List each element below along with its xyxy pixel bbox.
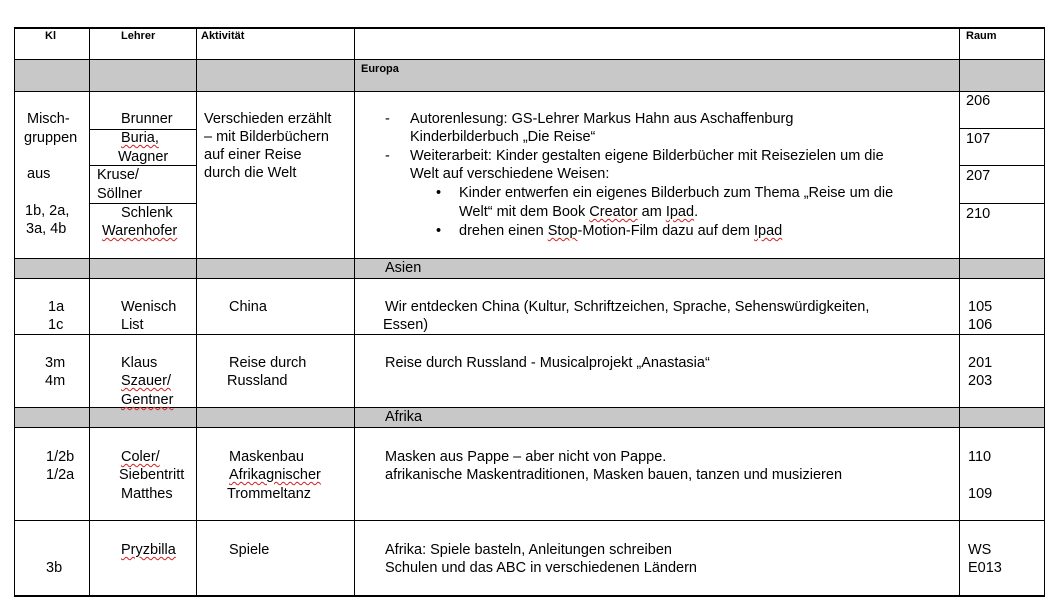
raum-210: 210 bbox=[966, 206, 991, 222]
masken-kl-1: 1/2b bbox=[46, 449, 75, 465]
europa-band bbox=[15, 60, 1045, 91]
bullet-marker: • bbox=[436, 185, 442, 201]
grid-line bbox=[959, 128, 1045, 129]
russland-kl-1: 3m bbox=[45, 355, 66, 371]
china-raum-1: 105 bbox=[968, 299, 993, 315]
china-kl-1: 1a bbox=[48, 299, 65, 315]
spiele-desc-1: Afrika: Spiele basteln, Anleitungen schreiben bbox=[385, 542, 672, 558]
header-aktivitaet: Aktivität bbox=[201, 30, 245, 42]
dash-marker: - bbox=[385, 111, 390, 127]
lehrer-warenhofer: Warenhofer bbox=[102, 223, 178, 239]
grid-line bbox=[14, 59, 1045, 60]
raum-206: 206 bbox=[966, 93, 991, 109]
grid-line bbox=[959, 27, 960, 597]
europa-desc-1b: Kinderbilderbuch „Die Reise“ bbox=[410, 129, 596, 145]
raum-207: 207 bbox=[966, 168, 991, 184]
china-aktivitaet: China bbox=[229, 299, 267, 315]
afrika-band bbox=[15, 408, 1045, 427]
lehrer-kruse: Kruse/ bbox=[97, 167, 139, 183]
russland-kl-2: 4m bbox=[45, 373, 66, 389]
asien-band bbox=[15, 259, 1045, 278]
europa-kl-4: 1b, 2a, bbox=[25, 203, 70, 219]
grid-line bbox=[14, 334, 1045, 335]
grid-line bbox=[14, 427, 1045, 428]
europa-aktivitaet-4: durch die Welt bbox=[204, 165, 297, 181]
europa-desc-2b: Welt auf verschiedene Weisen: bbox=[410, 166, 610, 182]
masken-lehrer-2: Siebentritt bbox=[119, 467, 185, 483]
dash-marker: - bbox=[385, 148, 390, 164]
europa-kl-2: gruppen bbox=[24, 130, 78, 146]
header-kl: Kl bbox=[45, 30, 56, 42]
russland-lehrer-1: Klaus bbox=[121, 355, 158, 371]
grid-line bbox=[14, 258, 1045, 259]
raum-107: 107 bbox=[966, 131, 991, 147]
grid-line bbox=[14, 27, 1045, 29]
grid-line bbox=[14, 520, 1045, 521]
masken-aktivitaet-3: Trommeltanz bbox=[227, 486, 312, 502]
lehrer-buria: Buria, bbox=[121, 130, 159, 146]
masken-aktivitaet-1: Maskenbau bbox=[229, 449, 304, 465]
china-desc-2: Essen) bbox=[383, 317, 429, 333]
masken-desc-1: Masken aus Pappe – aber nicht von Pappe. bbox=[385, 449, 667, 465]
china-lehrer-2: List bbox=[121, 317, 144, 333]
russland-lehrer-3: Gentner bbox=[121, 392, 174, 408]
grid-line bbox=[959, 165, 1045, 166]
china-kl-2: 1c bbox=[48, 317, 64, 333]
section-europa: Europa bbox=[361, 63, 399, 75]
russland-lehrer-2: Szauer/ bbox=[121, 373, 171, 389]
china-desc-1: Wir entdecken China (Kultur, Schriftzeichen, Sprache, Sehenswürdigkeiten, bbox=[385, 299, 870, 315]
russland-raum-1: 201 bbox=[968, 355, 993, 371]
masken-kl-2: 1/2a bbox=[46, 467, 75, 483]
spiele-raum-2: E013 bbox=[968, 560, 1002, 576]
europa-bullet-1a: Kinder entwerfen ein eigenes Bilderbuch zum Thema „Reise um die bbox=[459, 185, 894, 201]
masken-lehrer-3: Matthes bbox=[121, 486, 173, 502]
europa-kl-5: 3a, 4b bbox=[26, 221, 67, 237]
masken-raum-1: 110 bbox=[968, 449, 992, 465]
russland-raum-2: 203 bbox=[968, 373, 993, 389]
lehrer-wagner: Wagner bbox=[118, 149, 169, 165]
bullet-marker: • bbox=[436, 223, 442, 239]
section-afrika: Afrika bbox=[385, 409, 423, 425]
europa-bullet-1b: Welt“ mit dem Book Creator am Ipad. bbox=[459, 204, 699, 220]
europa-bullet-2: drehen einen Stop-Motion-Film dazu auf dem Ipad bbox=[459, 223, 783, 239]
spiele-kl: 3b bbox=[46, 560, 63, 576]
lehrer-soellner: Söllner bbox=[97, 186, 143, 202]
masken-raum-2: 109 bbox=[968, 486, 993, 502]
grid-line bbox=[354, 27, 355, 597]
europa-desc-2a: Weiterarbeit: Kinder gestalten eigene Bilderbücher mit Reisezielen um die bbox=[410, 148, 884, 164]
china-lehrer-1: Wenisch bbox=[121, 299, 177, 315]
lehrer-schlenk: Schlenk bbox=[121, 205, 173, 221]
russland-desc: Reise durch Russland - Musicalprojekt „Anastasia“ bbox=[385, 355, 710, 371]
grid-line bbox=[196, 27, 197, 597]
header-raum: Raum bbox=[966, 30, 997, 42]
europa-kl-3: aus bbox=[27, 166, 51, 182]
lehrer-brunner: Brunner bbox=[121, 111, 173, 127]
russland-aktivitaet-1: Reise durch bbox=[229, 355, 307, 371]
spiele-aktivitaet: Spiele bbox=[229, 542, 270, 558]
spiele-desc-2: Schulen und das ABC in verschiedenen Ländern bbox=[385, 560, 697, 576]
europa-aktivitaet-1: Verschieden erzählt bbox=[204, 111, 332, 127]
spiele-lehrer: Pryzbilla bbox=[121, 542, 176, 558]
china-raum-2: 106 bbox=[968, 317, 993, 333]
grid-line bbox=[1044, 27, 1045, 597]
grid-line bbox=[959, 203, 1045, 204]
europa-desc-1a: Autorenlesung: GS-Lehrer Markus Hahn aus Aschaffenburg bbox=[410, 111, 794, 127]
header-lehrer: Lehrer bbox=[121, 30, 156, 42]
grid-line bbox=[14, 595, 1045, 597]
masken-lehrer-1: Coler/ bbox=[121, 449, 160, 465]
grid-line bbox=[14, 91, 1045, 92]
grid-line bbox=[89, 27, 90, 597]
grid-line bbox=[14, 27, 15, 597]
russland-aktivitaet-2: Russland bbox=[227, 373, 288, 389]
masken-desc-2: afrikanische Maskentraditionen, Masken bauen, tanzen und musizieren bbox=[385, 467, 843, 483]
europa-kl-1: Misch- bbox=[27, 111, 70, 127]
section-asien: Asien bbox=[385, 260, 422, 276]
spiele-raum-1: WS bbox=[968, 542, 992, 558]
europa-aktivitaet-3: auf einer Reise bbox=[204, 147, 302, 163]
europa-aktivitaet-2: – mit Bilderbüchern bbox=[204, 129, 329, 145]
grid-line bbox=[14, 278, 1045, 279]
masken-aktivitaet-2: Afrikagnischer bbox=[229, 467, 321, 483]
